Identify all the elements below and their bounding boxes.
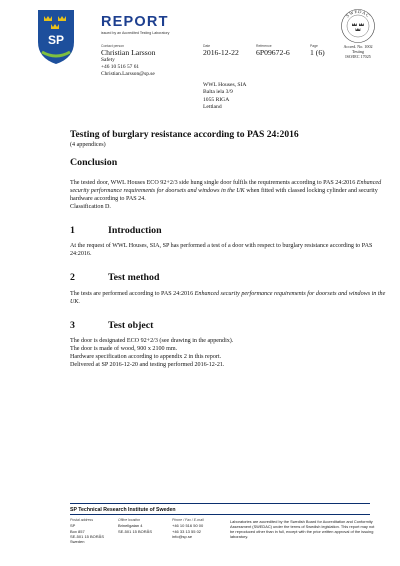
accreditation-number: Accred. No. 1002 — [343, 44, 373, 49]
accreditation-info — [330, 44, 386, 59]
office-location: Office location Brinellgatan 4 SE-501 15 BORÅS — [118, 518, 153, 534]
accreditation-type: Testing — [352, 49, 364, 54]
email-link[interactable]: info@sp.se — [172, 533, 193, 539]
footer-title: SP Technical Research Institute of Sweden — [70, 507, 176, 513]
contact-name: Christian Larsson — [101, 48, 156, 57]
reference-label: Reference — [256, 44, 272, 48]
sp-logo — [36, 8, 76, 66]
footer-rule — [70, 503, 370, 504]
contact-email: Christian.Larsson@sp.se — [101, 71, 155, 77]
date-value: 2016-12-22 — [203, 48, 239, 57]
svg-text:SWEDAC — [345, 9, 371, 19]
contact-dept: Safety — [101, 57, 115, 63]
section-3-text — [70, 337, 386, 369]
reference-value: 6P09672-6 — [256, 48, 290, 57]
seal-text: SWEDAC — [345, 8, 371, 19]
section-3-heading: 3 Test object — [70, 320, 154, 331]
footer-rule-lower — [70, 514, 370, 515]
section-1-heading: 1 Introduction — [70, 225, 162, 236]
crowns-icon — [352, 23, 364, 31]
date-label: Date — [203, 44, 211, 48]
report-heading: REPORT — [101, 14, 169, 30]
test-object-line: The door is designated ECO 92+2/3 (see drawing in the appendix). — [70, 338, 234, 344]
classification: Classification D. — [70, 204, 111, 211]
accreditation-note: Laboratories are accredited by the Swedish Board for Accreditation and Conformity Assessment (SWEDAC) under the terms of Swedish legislation. This report may not be reproduced other than in full, except with the prior written approval of the issuing laboratory. — [230, 519, 375, 540]
contact-label: Contact person — [101, 44, 124, 48]
page-value: 1 (6) — [310, 48, 325, 57]
contact-phone: +46 10 516 57 61 — [101, 64, 140, 70]
recipient-line: WWL Houses, SIA — [203, 82, 247, 88]
test-object-line: Delivered at SP 2016-12-20 and testing performed 2016-12-21. — [70, 362, 225, 369]
section-1-text: At the request of WWL Houses, SIA, SP has performed a test of a door with respect to burglary resistance according to PAS 24:2016. — [70, 243, 373, 258]
phone-fax-email: Phone / Fax / E-mail +46 10 516 50 00 +46 33 13 55 02 info@sp.se — [172, 518, 204, 539]
standard-title: Enhanced security performance requirements for doorsets and windows in the UK. — [70, 291, 386, 306]
recipient-line: Balta iela 3/9 — [203, 89, 233, 96]
recipient-line: Lettland — [203, 103, 222, 110]
test-object-line: Hardware specification according to appendix 2 in this report. — [70, 354, 222, 361]
logo-text: SP — [47, 33, 65, 47]
appendices-note: (4 appendices) — [70, 142, 106, 148]
section-2-text: The tests are performed according to PAS 24:2016 Enhanced security performance requirements for doorsets and windows in the UK. — [70, 291, 386, 306]
postal-address: Postal address SP Box 857 SE-501 15 BORÅS Sweden — [70, 518, 105, 544]
recipient-line: 1055 RIGA — [203, 96, 230, 103]
standard-title: Enhanced security performance requirements for doorsets and windows in the UK — [70, 180, 382, 195]
test-object-line: The door is made of wood, 900 x 2100 mm. — [70, 346, 178, 353]
recipient-address — [203, 82, 246, 111]
swedac-seal — [340, 8, 376, 44]
accreditation-standard: ISO/IEC 17025 — [345, 54, 371, 59]
conclusion-text: The tested door, WWL Houses ECO 92+2/3 side hung single door fulfils the requirements according to PAS 24:2016 Enhanced security performance requirements for doorsets and windows in the UK when fitted with classed locking cylinder and security hardware according to PAS 24. Classification D. — [70, 180, 382, 211]
conclusion-heading: Conclusion — [70, 157, 118, 168]
report-subtitle: issued by an Accredited Testing Laboratory — [101, 31, 170, 35]
document-title: Testing of burglary resistance according to PAS 24:2016 — [70, 129, 299, 140]
page-label: Page — [310, 44, 318, 48]
section-2-heading: 2 Test method — [70, 272, 160, 283]
